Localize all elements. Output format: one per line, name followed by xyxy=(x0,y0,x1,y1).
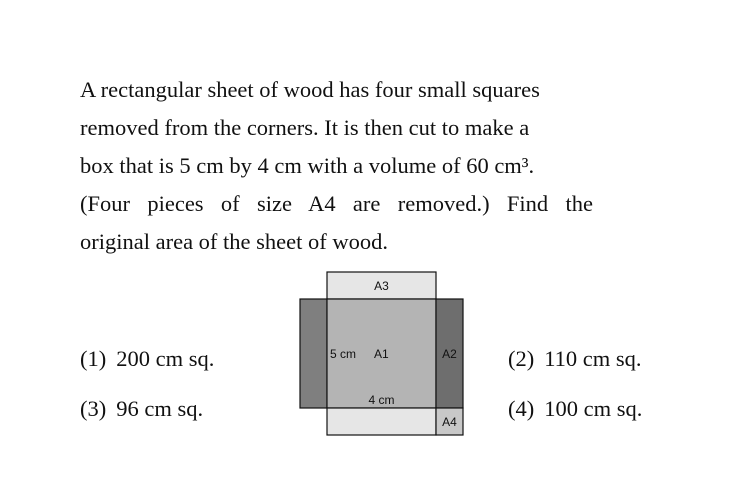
option-2-text: 110 cm sq. xyxy=(544,346,642,371)
option-4-text: 100 cm sq. xyxy=(544,396,643,421)
label-a1: A1 xyxy=(374,347,389,361)
flap-bottom xyxy=(327,408,436,435)
question-line-1: A rectangular sheet of wood has four small squares xyxy=(80,77,540,102)
option-2[interactable] xyxy=(508,346,642,372)
box-net-diagram xyxy=(298,270,466,438)
label-a4: A4 xyxy=(442,415,457,429)
option-1[interactable] xyxy=(80,346,214,372)
label-5cm: 5 cm xyxy=(330,347,357,361)
option-3[interactable] xyxy=(80,396,203,422)
label-a2: A2 xyxy=(442,347,457,361)
label-4cm: 4 cm xyxy=(368,393,395,407)
option-4[interactable] xyxy=(508,396,642,422)
question-line-3: box that is 5 cm by 4 cm with a volume of 60 cm³. xyxy=(80,153,535,178)
option-1-text: 200 cm sq. xyxy=(116,346,215,371)
option-4-number: (4) xyxy=(508,396,535,421)
option-2-number: (2) xyxy=(508,346,535,371)
question-line-2: removed from the corners. It is then cut to make a xyxy=(80,115,530,140)
question-line-5: original area of the sheet of wood. xyxy=(80,229,389,254)
option-3-text: 96 cm sq. xyxy=(116,396,204,421)
option-1-number: (1) xyxy=(80,346,107,371)
question-line-4: (Four pieces of size A4 are removed.) Find the xyxy=(80,191,593,216)
flap-left xyxy=(300,299,327,408)
label-a3: A3 xyxy=(374,279,389,293)
question-text xyxy=(80,71,600,261)
option-3-number: (3) xyxy=(80,396,107,421)
